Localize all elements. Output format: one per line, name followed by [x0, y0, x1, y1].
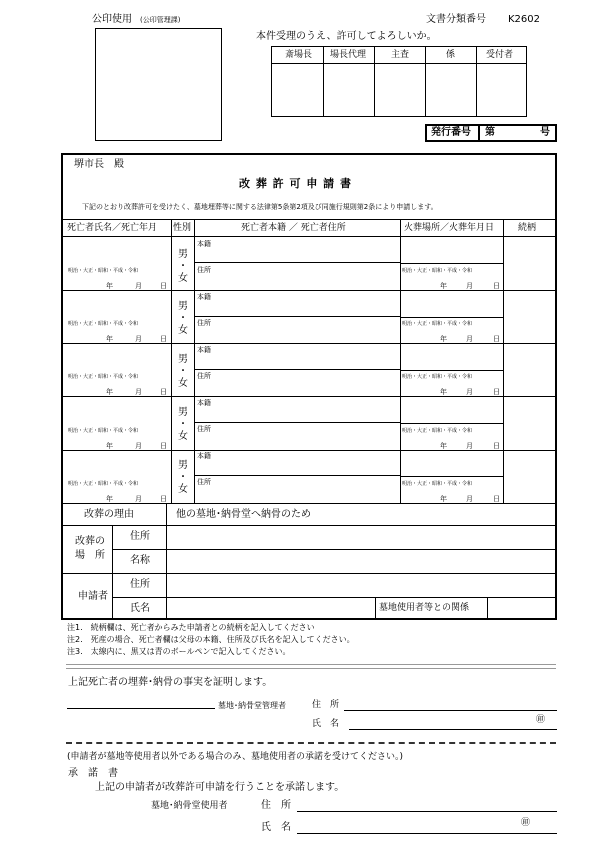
certify-address-label: 住 所	[312, 700, 340, 710]
seal-use-sub: (公印管理課)	[140, 16, 181, 24]
seal-use-label: 公印使用	[92, 14, 132, 25]
form-title: 改 葬 許 可 申 請 書	[239, 177, 352, 190]
row3-year: 年	[106, 388, 113, 396]
row5-month: 月	[135, 495, 142, 503]
row4-female: 女	[178, 431, 188, 442]
reason-label: 改葬の理由	[84, 509, 134, 520]
row4-month: 月	[135, 442, 142, 450]
consent-name-label: 氏 名	[261, 822, 291, 833]
col-header-name: 死亡者氏名／死亡年月	[67, 223, 158, 233]
section-divider	[66, 664, 556, 669]
row4-cremation-year: 年	[440, 442, 447, 450]
row1-female: 女	[178, 273, 188, 284]
row2-male: 男	[178, 301, 188, 312]
row3-dot: ・	[178, 366, 188, 377]
row4-year: 年	[106, 442, 113, 450]
row2-cremation-year: 年	[440, 335, 447, 343]
certify-manager-label: 墓地･納骨堂管理者	[218, 701, 286, 710]
addressee: 堺市長 殿	[74, 159, 124, 170]
doc-class-label: 文書分類番号	[426, 14, 486, 25]
issue-go: 号	[540, 127, 550, 138]
row4-male: 男	[178, 407, 188, 418]
row5-day: 日	[160, 495, 167, 503]
row5-dot: ・	[178, 472, 188, 483]
row1-honseki: 本籍	[197, 240, 211, 248]
row4-jusho: 住所	[197, 425, 211, 433]
row1-cremation-day: 日	[493, 282, 500, 290]
note-3: 注3. 太線内に、黒又は青のボールペンで記入してください。	[67, 647, 291, 656]
row2-cremation-era: 明治・大正・昭和・平成・令和	[402, 321, 473, 327]
certify-statement: 上記死亡者の埋葬･納骨の事実を証明します。	[68, 677, 273, 688]
row4-cremation-era: 明治・大正・昭和・平成・令和	[402, 428, 473, 434]
certify-seal: ㊞	[536, 715, 546, 725]
row3-cremation-era: 明治・大正・昭和・平成・令和	[402, 374, 473, 380]
doc-class-code: K2602	[508, 14, 541, 25]
row3-male: 男	[178, 354, 188, 365]
row1-year: 年	[106, 282, 113, 290]
col-header-sex: 性別	[173, 223, 192, 233]
row2-jusho: 住所	[197, 319, 211, 327]
row2-cremation-day: 日	[493, 335, 500, 343]
row5-cremation-day: 日	[493, 495, 500, 503]
place-label-1: 改葬の	[75, 536, 105, 547]
row3-female: 女	[178, 378, 188, 389]
row2-year: 年	[106, 335, 113, 343]
col-header-relation: 続柄	[518, 223, 537, 233]
row2-female: 女	[178, 325, 188, 336]
row3-honseki: 本籍	[197, 346, 211, 354]
row1-cremation-month: 月	[466, 282, 473, 290]
issue-dai: 第	[485, 127, 495, 138]
row1-jusho: 住所	[197, 266, 211, 274]
row1-month: 月	[135, 282, 142, 290]
note-1: 注1. 続柄欄は、死亡者からみた申請者との続柄を記入してください	[67, 623, 315, 632]
note-2: 注2. 死産の場合、死亡者欄は父母の本籍、住所及び氏名を記入してください。	[67, 635, 355, 644]
consent-title: 承 諾 書	[68, 768, 118, 779]
row5-year: 年	[106, 495, 113, 503]
row5-male: 男	[178, 460, 188, 471]
row3-era: 明治・大正・昭和・平成・令和	[68, 374, 139, 380]
row3-jusho: 住所	[197, 372, 211, 380]
row1-cremation-era: 明治・大正・昭和・平成・令和	[402, 268, 473, 274]
row3-cremation-month: 月	[466, 388, 473, 396]
col-header-address: 死亡者本籍 ／ 死亡者住所	[241, 223, 346, 233]
approval-col-1: 斎場長	[285, 50, 313, 60]
applicant-address-label: 住所	[130, 579, 150, 590]
applicant-name-label: 氏名	[130, 603, 150, 614]
row2-cremation-month: 月	[466, 335, 473, 343]
row3-day: 日	[160, 388, 167, 396]
consent-statement: 上記の申請者が改葬許可申請を行うことを承諾します。	[95, 782, 345, 793]
row2-era: 明治・大正・昭和・平成・令和	[68, 321, 139, 327]
row1-male: 男	[178, 249, 188, 260]
row3-cremation-year: 年	[440, 388, 447, 396]
consent-note: (申請者が墓地等使用者以外である場合のみ、墓地使用者の承諾を受けてください。)	[67, 752, 404, 762]
approval-col-4: 係	[446, 50, 456, 60]
approval-note: 本件受理のうえ、許可してよろしいか。	[256, 31, 437, 42]
seal-box	[95, 28, 222, 141]
row2-day: 日	[160, 335, 167, 343]
row5-era: 明治・大正・昭和・平成・令和	[68, 481, 139, 487]
row5-cremation-month: 月	[466, 495, 473, 503]
consent-user-label: 墓地･納骨堂使用者	[151, 801, 228, 811]
row1-cremation-year: 年	[440, 282, 447, 290]
approval-col-3: 主査	[391, 50, 410, 60]
issue-number-label: 発行番号	[431, 127, 471, 138]
row1-dot: ・	[178, 261, 188, 272]
row5-cremation-year: 年	[440, 495, 447, 503]
col-header-cremation: 火葬場所／火葬年月日	[404, 223, 495, 233]
place-label-2: 場 所	[75, 550, 105, 561]
row5-cremation-era: 明治・大正・昭和・平成・令和	[402, 481, 473, 487]
row4-dot: ・	[178, 419, 188, 430]
row5-honseki: 本籍	[197, 452, 211, 460]
intro-text: 下記のとおり改葬許可を受けたく、墓地埋葬等に関する法律第5条第2項及び同施行規則第2条により申請します。	[82, 203, 438, 211]
row4-era: 明治・大正・昭和・平成・令和	[68, 428, 139, 434]
reason-value: 他の墓地･納骨堂へ納骨のため	[176, 509, 311, 520]
approval-col-2: 場長代理	[330, 50, 367, 60]
consent-address-label: 住 所	[261, 800, 291, 811]
row4-cremation-month: 月	[466, 442, 473, 450]
row3-cremation-day: 日	[493, 388, 500, 396]
row4-cremation-day: 日	[493, 442, 500, 450]
place-address-label: 住所	[130, 531, 150, 542]
row2-honseki: 本籍	[197, 293, 211, 301]
row1-era: 明治・大正・昭和・平成・令和	[68, 268, 139, 274]
approval-col-5: 受付者	[486, 50, 514, 60]
row5-jusho: 住所	[197, 478, 211, 486]
row3-month: 月	[135, 388, 142, 396]
row1-day: 日	[160, 282, 167, 290]
row4-day: 日	[160, 442, 167, 450]
consent-seal: ㊞	[521, 818, 531, 828]
applicant-label: 申請者	[78, 591, 108, 602]
place-name-label: 名称	[130, 555, 150, 566]
certify-name-label: 氏 名	[312, 719, 340, 729]
row4-honseki: 本籍	[197, 399, 211, 407]
row2-dot: ・	[178, 313, 188, 324]
row5-female: 女	[178, 484, 188, 495]
row2-month: 月	[135, 335, 142, 343]
relation-label: 墓地使用者等との関係	[379, 603, 470, 613]
consent-divider	[66, 742, 556, 744]
